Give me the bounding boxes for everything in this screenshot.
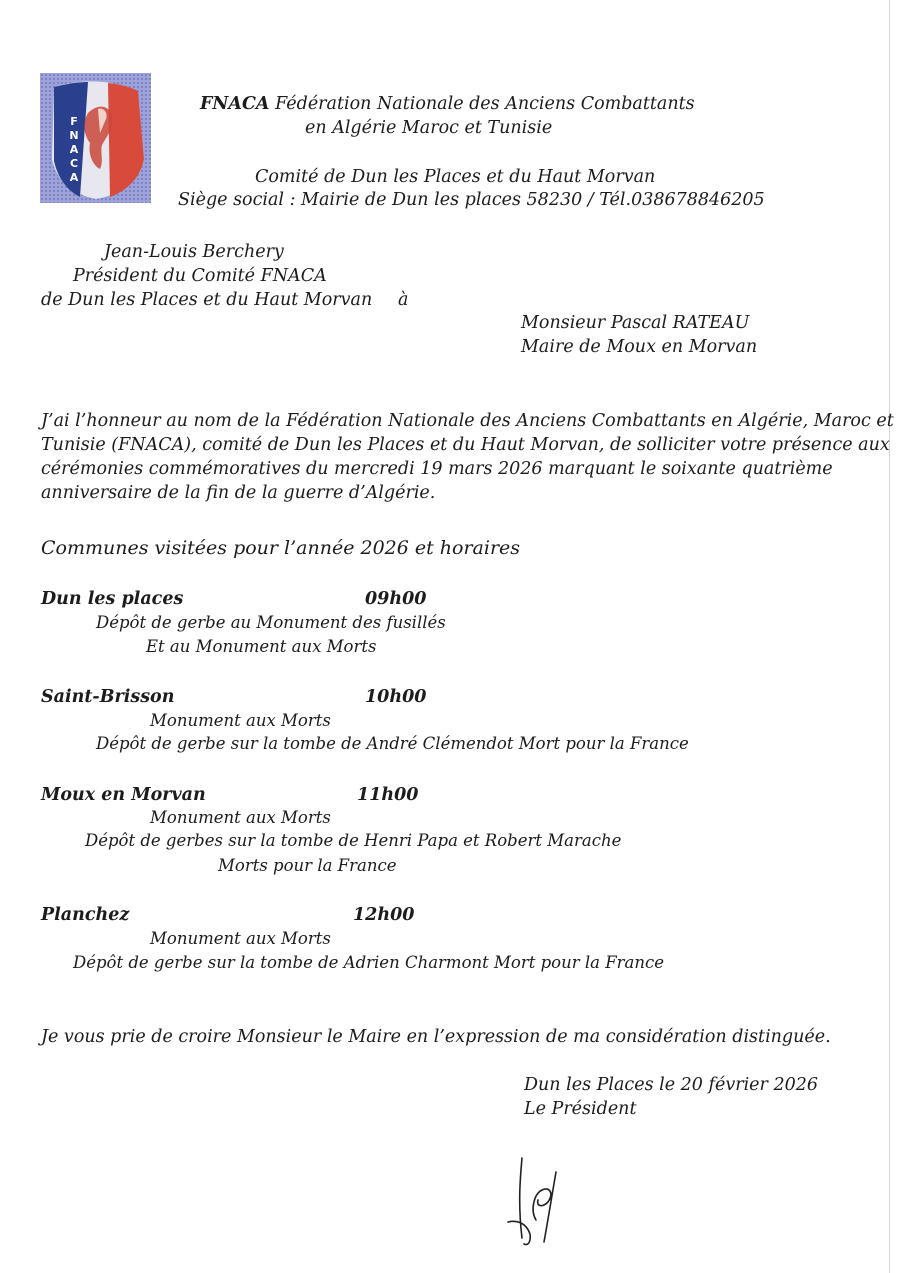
sender-committee: de Dun les Places et du Haut Morvan	[41, 290, 373, 310]
schedule-detail: Dépôt de gerbe sur la tombe de Adrien Charmont Mort pour la France	[73, 953, 665, 972]
header-head-office: Siège social : Mairie de Dun les places 58230 / Tél.038678846205	[178, 190, 765, 210]
schedule-detail: Dépôt de gerbe sur la tombe de André Clémendot Mort pour la France	[96, 734, 689, 753]
scan-edge-line	[889, 0, 890, 1273]
schedule-time: 12h00	[353, 905, 415, 925]
svg-text:A: A	[69, 171, 79, 184]
schedule-commune: Dun les places	[41, 589, 184, 609]
schedule-detail: Morts pour la France	[218, 856, 397, 875]
handwritten-signature	[500, 1150, 575, 1250]
schedule-detail: Monument aux Morts	[150, 929, 331, 948]
signatory-title: Le Président	[524, 1099, 637, 1119]
place-and-date: Dun les Places le 20 février 2026	[524, 1075, 818, 1095]
schedule-detail: Dépôt de gerbe au Monument des fusillés	[96, 613, 446, 632]
header-acronym: FNACA	[200, 94, 270, 114]
header-federation-name: Fédération Nationale des Anciens Combattants	[269, 94, 695, 114]
schedule-commune: Moux en Morvan	[41, 785, 206, 805]
svg-text:F: F	[70, 115, 78, 128]
schedule-commune: Saint-Brisson	[41, 687, 175, 707]
recipient-name: Monsieur Pascal RATEAU	[521, 313, 750, 333]
body-line: anniversaire de la fin de la guerre d’Algérie.	[41, 483, 436, 503]
body-line: cérémonies commémoratives du mercredi 19 mars 2026 marquant le soixante quatrième	[41, 459, 833, 479]
closing-formula: Je vous prie de croire Monsieur le Maire en l’expression de ma considération distinguée.	[41, 1027, 831, 1047]
recipient-title: Maire de Moux en Morvan	[521, 337, 758, 357]
body-line: Tunisie (FNACA), comité de Dun les Places et du Haut Morvan, de solliciter votre présence aux	[41, 435, 890, 455]
schedule-time: 09h00	[365, 589, 427, 609]
header-line-1	[200, 93, 695, 115]
schedule-time: 10h00	[365, 687, 427, 707]
schedule-detail: Et au Monument aux Morts	[146, 637, 377, 656]
sender-name: Jean-Louis Berchery	[104, 242, 284, 262]
header-committee: Comité de Dun les Places et du Haut Morvan	[255, 167, 656, 187]
schedule-detail: Dépôt de gerbes sur la tombe de Henri Papa et Robert Marache	[85, 831, 622, 850]
header-line-2: en Algérie Maroc et Tunisie	[305, 118, 553, 138]
schedule-detail: Monument aux Morts	[150, 711, 331, 730]
svg-text:N: N	[69, 129, 79, 142]
svg-text:C: C	[69, 157, 79, 170]
schedule-detail: Monument aux Morts	[150, 808, 331, 827]
schedule-heading: Communes visitées pour l’année 2026 et horaires	[41, 537, 521, 559]
schedule-time: 11h00	[357, 785, 419, 805]
svg-text:A: A	[69, 143, 79, 156]
body-line: J’ai l’honneur au nom de la Fédération Nationale des Anciens Combattants en Algérie, Maroc et	[41, 411, 894, 431]
schedule-commune: Planchez	[41, 905, 130, 925]
addressed-to: à	[398, 290, 409, 310]
fnaca-logo	[40, 73, 151, 203]
sender-title: Président du Comité FNACA	[73, 266, 327, 286]
